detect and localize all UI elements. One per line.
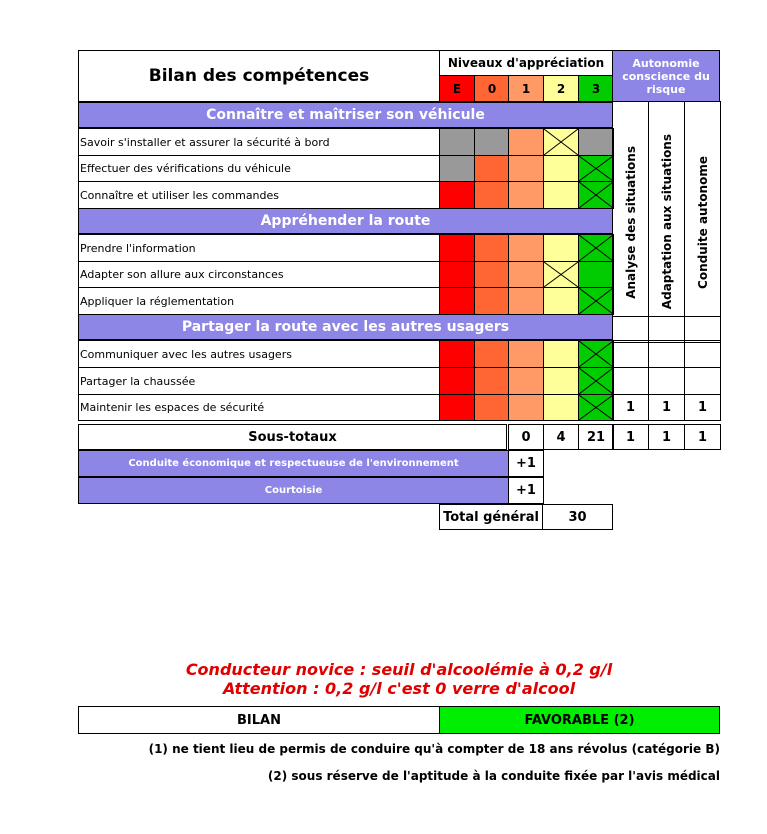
bilan-result: FAVORABLE (2) — [439, 706, 720, 734]
level-cell-E[interactable] — [439, 234, 475, 262]
level-cell-0[interactable] — [474, 234, 510, 262]
level-cell-2[interactable] — [543, 155, 579, 182]
level-cell-1[interactable] — [508, 261, 544, 288]
autonomy-cell[interactable] — [684, 367, 721, 395]
checked-level-cell-3[interactable] — [578, 340, 614, 368]
checked-level-cell-2[interactable] — [543, 128, 579, 156]
cross-mark-icon — [579, 235, 613, 261]
subtotals-label: Sous-totaux — [78, 424, 507, 450]
checked-level-cell-3[interactable] — [578, 155, 614, 182]
criterion-label: Maintenir les espaces de sécurité — [78, 394, 440, 421]
criterion-label: Prendre l'information — [78, 234, 440, 262]
level-cell-2[interactable] — [543, 367, 579, 395]
criterion-label: Effectuer des vérifications du véhicule — [78, 155, 440, 182]
level-cell-E[interactable] — [439, 394, 475, 421]
cross-mark-icon — [579, 341, 613, 367]
criterion-label: Appliquer la réglementation — [78, 287, 440, 315]
alcohol-warning — [78, 660, 720, 698]
cross-mark-icon — [544, 129, 578, 155]
section-title: Appréhender la route — [78, 208, 613, 234]
note-1: (1) ne tient lieu de permis de conduire qu'à compter de 18 ans révolus (catégorie B) — [148, 742, 720, 756]
autonomy-column-label: Conduite autonome — [695, 155, 710, 289]
bonus-label: Conduite économique et respectueuse de l'environnement — [78, 450, 509, 477]
cross-mark-icon — [579, 182, 613, 208]
bonus-value: +1 — [508, 477, 544, 504]
level-cell-2[interactable] — [543, 340, 579, 368]
criterion-label: Connaître et utiliser les commandes — [78, 181, 440, 209]
level-cell-E[interactable] — [439, 367, 475, 395]
section-title: Connaître et maîtriser son véhicule — [78, 102, 613, 128]
bonus-value: +1 — [508, 450, 544, 477]
subtotal-value: 21 — [578, 424, 614, 450]
level-cell-3[interactable] — [578, 128, 614, 156]
level-cell-E[interactable] — [439, 340, 475, 368]
criterion-label: Partager la chaussée — [78, 367, 440, 395]
level-cell-E[interactable] — [439, 181, 475, 209]
autonomy-cell[interactable]: 1 — [612, 394, 649, 421]
levels-header: Niveaux d'appréciation — [439, 50, 613, 76]
level-cell-E[interactable] — [439, 128, 475, 156]
level-cell-0[interactable] — [474, 287, 510, 315]
autonomy-column-label: Analyse des situations — [623, 145, 638, 299]
autonomy-spacer — [612, 316, 721, 343]
level-cell-1[interactable] — [508, 367, 544, 395]
bonus-label: Courtoisie — [78, 477, 509, 504]
autonomy-header: Autonomie conscience du risque — [612, 50, 720, 102]
level-cell-0[interactable] — [474, 367, 510, 395]
level-cell-0[interactable] — [474, 340, 510, 368]
level-cell-0[interactable] — [474, 181, 510, 209]
level-label-2: 2 — [543, 75, 579, 102]
checked-level-cell-3[interactable] — [578, 287, 614, 315]
level-cell-1[interactable] — [508, 394, 544, 421]
level-cell-E[interactable] — [439, 155, 475, 182]
cross-mark-icon — [544, 262, 578, 287]
subtotal-value: 0 — [508, 424, 544, 450]
criterion-label: Communiquer avec les autres usagers — [78, 340, 440, 368]
autonomy-subtotal: 1 — [684, 424, 721, 450]
total-label: Total général — [439, 504, 543, 530]
autonomy-column-header — [648, 101, 685, 343]
checked-level-cell-3[interactable] — [578, 234, 614, 262]
level-cell-0[interactable] — [474, 261, 510, 288]
level-cell-2[interactable] — [543, 394, 579, 421]
level-cell-1[interactable] — [508, 234, 544, 262]
level-cell-1[interactable] — [508, 287, 544, 315]
subtotal-value: 4 — [543, 424, 579, 450]
autonomy-cell[interactable] — [612, 340, 649, 368]
autonomy-cell[interactable]: 1 — [648, 394, 685, 421]
level-label-3: 3 — [578, 75, 614, 102]
autonomy-column-label: Adaptation aux situations — [659, 134, 674, 310]
autonomy-subtotal: 1 — [648, 424, 685, 450]
level-cell-0[interactable] — [474, 128, 510, 156]
level-cell-E[interactable] — [439, 287, 475, 315]
autonomy-cell[interactable] — [684, 340, 721, 368]
cross-mark-icon — [579, 395, 613, 420]
cross-mark-icon — [579, 288, 613, 314]
autonomy-cell[interactable] — [648, 340, 685, 368]
page-title: Bilan des compétences — [78, 50, 440, 102]
autonomy-cell[interactable] — [648, 367, 685, 395]
autonomy-cell[interactable]: 1 — [684, 394, 721, 421]
checked-level-cell-3[interactable] — [578, 367, 614, 395]
level-cell-3[interactable] — [578, 261, 614, 288]
total-value: 30 — [542, 504, 613, 530]
level-label-E: E — [439, 75, 475, 102]
checked-level-cell-3[interactable] — [578, 181, 614, 209]
autonomy-subtotal: 1 — [612, 424, 649, 450]
level-label-1: 1 — [508, 75, 544, 102]
cross-mark-icon — [579, 368, 613, 394]
level-cell-0[interactable] — [474, 394, 510, 421]
warning-line-1: Conducteur novice : seuil d'alcoolémie à 0,2 g/l — [185, 660, 613, 679]
level-label-0: 0 — [474, 75, 510, 102]
autonomy-column-header — [684, 101, 721, 343]
criterion-label: Adapter son allure aux circonstances — [78, 261, 440, 288]
level-cell-1[interactable] — [508, 340, 544, 368]
level-cell-2[interactable] — [543, 287, 579, 315]
level-cell-2[interactable] — [543, 181, 579, 209]
level-cell-0[interactable] — [474, 155, 510, 182]
level-cell-1[interactable] — [508, 155, 544, 182]
checked-level-cell-3[interactable] — [578, 394, 614, 421]
criterion-label: Savoir s'installer et assurer la sécurité à bord — [78, 128, 440, 156]
autonomy-cell[interactable] — [612, 367, 649, 395]
checked-level-cell-2[interactable] — [543, 261, 579, 288]
cross-mark-icon — [579, 156, 613, 181]
note-2: (2) sous réserve de l'aptitude à la conduite fixée par l'avis médical — [267, 769, 720, 783]
level-cell-1[interactable] — [508, 181, 544, 209]
warning-line-2: Attention : 0,2 g/l c'est 0 verre d'alcool — [222, 679, 576, 698]
autonomy-column-header — [612, 101, 649, 343]
level-cell-2[interactable] — [543, 234, 579, 262]
section-title: Partager la route avec les autres usagers — [78, 314, 613, 340]
level-cell-E[interactable] — [439, 261, 475, 288]
level-cell-1[interactable] — [508, 128, 544, 156]
bilan-label: BILAN — [78, 706, 440, 734]
